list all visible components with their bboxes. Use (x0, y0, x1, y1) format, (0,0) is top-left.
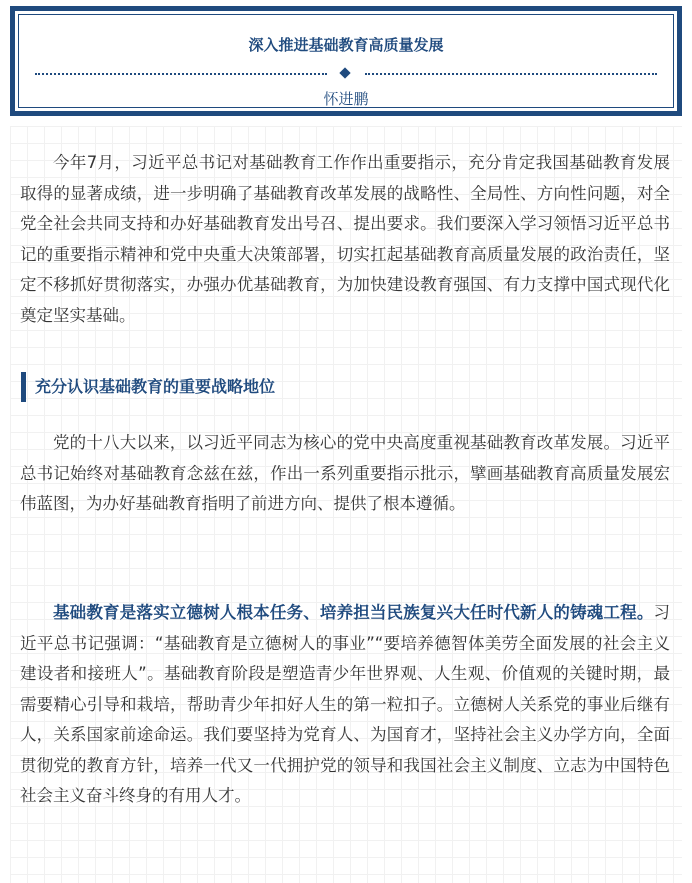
separator-dotted-line-left (35, 73, 327, 75)
paragraph-intro: 今年7月，习近平总书记对基础教育工作作出重要指示，充分肯定我国基础教育发展取得的显著成绩，进一步明确了基础教育改革发展的战略性、全局性、方向性问题，对全党全社会共同支持和办好基础教育发出号召、提出要求。我们要深入学习领悟习近平总书记的重要指示精神和党中央重大决策部署，切实扛起基础教育高质量发展的政治责任，坚定不移抓好贯彻落实，办强办优基础教育，为加快建设教育强国、有力支撑中国式现代化奠定坚实基础。 (20, 153, 670, 325)
article-title: 深入推进基础教育高质量发展 (248, 36, 444, 54)
article-body (10, 126, 682, 883)
section-heading: 充分认识基础教育的重要战略地位 (21, 372, 275, 402)
title-box (10, 6, 682, 116)
paragraph-3-body: 习近平总书记强调：“基础教育是立德树人的事业”“要培养德智体美劳全面发展的社会主义建设者和接班人”。基础教育阶段是塑造青少年世界观、人生观、价值观的关键时期，最需要精心引导和栽培，帮助青少年扣好人生的第一粒扣子。立德树人关系党的事业后继有人，关系国家前途命运。我们要坚持为党育人、为国育才，坚持社会主义办学方向，全面贯彻党的教育方针，培养一代又一代拥护党的领导和我国社会主义制度、立志为中国特色社会主义奋斗终身的有用人才。 (20, 603, 670, 805)
paragraph-2: 党的十八大以来，以习近平同志为核心的党中央高度重视基础教育改革发展。习近平总书记始终对基础教育念兹在兹，作出一系列重要指示批示，擘画基础教育高质量发展宏伟蓝图，为办好基础教育指明了前进方向、提供了根本遵循。 (20, 433, 670, 513)
diamond-icon (339, 67, 350, 78)
paragraph-3-lead-sentence: 基础教育是落实立德树人根本任务、培养担当民族复兴大任时代新人的铸魂工程。 (53, 603, 654, 622)
paragraph-3 (20, 598, 670, 812)
separator-dotted-line-right (365, 73, 657, 75)
title-separator (35, 69, 657, 79)
article-author: 怀进鹏 (323, 90, 369, 108)
